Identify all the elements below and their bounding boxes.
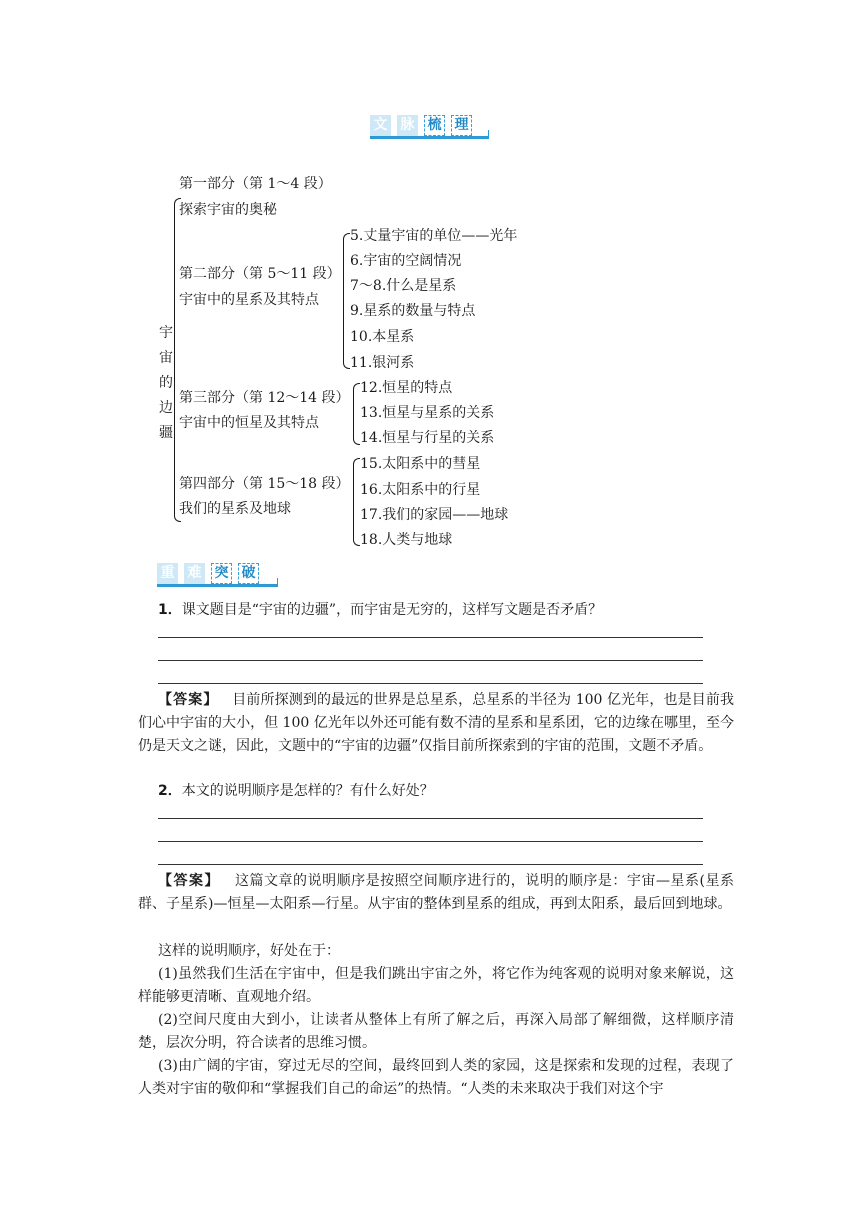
answer-line [158, 864, 703, 865]
part4-bracket [353, 458, 360, 546]
answer-line [158, 841, 703, 842]
part4-heading: 第四部分（第 15～18 段） [179, 476, 350, 492]
question-number: 1． [158, 602, 182, 618]
banner-char: 难 [184, 563, 205, 584]
root-char: 边 [159, 400, 173, 416]
answer-2 [138, 870, 734, 916]
answer-label: 【答案】 [158, 873, 221, 889]
answer-label: 【答案】 [158, 692, 219, 708]
part2-item: 11.银河系 [350, 355, 415, 371]
answer-2-point: (1)虽然我们生活在宇宙中，但是我们跳出宇宙之外，将它作为纯客观的说明对象来解说，这样能够更清晰、直观地介绍。 [138, 966, 734, 1005]
answer-line [158, 818, 703, 819]
answer-line [158, 637, 703, 638]
banner-char: 重 [157, 563, 178, 584]
banner-char: 破 [238, 563, 259, 584]
banner-tail [277, 578, 278, 587]
part2-topic: 宇宙中的星系及其特点 [179, 292, 319, 308]
root-char: 宙 [159, 350, 173, 366]
root-char: 的 [159, 375, 173, 391]
part3-item: 12.恒星的特点 [360, 380, 453, 396]
answer-2-point: (2)空间尺度由大到小，让读者从整体上有所了解之后，再深入局部了解细微，这样顺序清楚，层次分明，符合读者的思维习惯。 [138, 1012, 734, 1051]
question-text: 本文的说明顺序是怎样的？有什么好处？ [181, 783, 434, 799]
part2-heading: 第二部分（第 5～11 段） [179, 266, 341, 282]
part3-item: 14.恒星与行星的关系 [360, 430, 495, 446]
outline-root-label [157, 321, 175, 446]
banner-char: 文 [370, 115, 391, 136]
section-banner-key-points [157, 563, 279, 587]
question-text: 课文题目是“宇宙的边疆”，而宇宙是无穷的，这样写文题是否矛盾？ [181, 602, 603, 618]
part4-item: 16.太阳系中的行星 [360, 482, 481, 498]
part2-bracket [343, 233, 350, 369]
part1-heading: 第一部分（第 1～4 段） [179, 176, 332, 192]
banner-underline [157, 584, 277, 587]
part2-item: 9.星系的数量与特点 [350, 303, 476, 319]
question-1 [158, 601, 602, 619]
question-2 [158, 782, 434, 800]
banner-char: 脉 [397, 115, 418, 136]
root-char: 宇 [159, 325, 173, 341]
part3-item: 13.恒星与星系的关系 [360, 405, 495, 421]
answer-text: 这篇文章的说明顺序是按照空间顺序进行的，说明的顺序是：宇宙—星系(星系群、子星系)—恒星—太阳系—行星。从宇宙的整体到星系的组成，再到太阳系，最后回到地球。 [138, 873, 735, 912]
root-bracket [174, 198, 181, 522]
banner-char: 突 [211, 563, 232, 584]
answer-2-point: (3)由广阔的宇宙，穿过无尽的空间，最终回到人类的家园，这是探索和发现的过程，表现了人类对宇宙的敬仰和“掌握我们自己的命运”的热情。“人类的未来取决于我们对这个宇 [138, 1058, 734, 1097]
part4-item: 18.人类与地球 [360, 532, 453, 548]
answer-line [158, 660, 703, 661]
part3-heading: 第三部分（第 12～14 段） [179, 390, 350, 406]
question-number: 2． [158, 783, 182, 799]
banner-tail [488, 130, 489, 139]
answer-2-intro: 这样的说明顺序，好处在于： [158, 943, 340, 959]
part4-item: 17.我们的家园——地球 [360, 507, 509, 523]
answer-1 [138, 689, 734, 758]
part4-topic: 我们的星系及地球 [179, 501, 291, 517]
banner-underline [370, 136, 488, 139]
part3-bracket [353, 383, 360, 445]
banner-char: 梳 [424, 115, 445, 136]
section-banner-outline [370, 115, 490, 139]
answer-line [158, 683, 703, 684]
part2-item: 7～8.什么是星系 [350, 278, 457, 294]
part3-topic: 宇宙中的恒星及其特点 [179, 415, 319, 431]
part2-item: 5.丈量宇宙的单位——光年 [350, 228, 518, 244]
part4-item: 15.太阳系中的彗星 [360, 456, 481, 472]
part1-topic: 探索宇宙的奥秘 [179, 202, 277, 218]
banner-char: 理 [451, 115, 472, 136]
root-char: 疆 [159, 425, 173, 441]
answer-text: 目前所探测到的最远的世界是总星系，总星系的半径为 100 亿光年，也是目前我们心中宇宙的大小，但 100 亿光年以外还可能有数不清的星系和星系团，它的边缘在哪里，至今仍是天文之谜，因此，文题中的“宇宙的边疆”仅指目前所探索到的宇宙的范围，文题不矛盾。 [138, 692, 734, 754]
part2-item: 10.本星系 [350, 329, 415, 345]
part2-item: 6.宇宙的空阔情况 [350, 253, 462, 269]
